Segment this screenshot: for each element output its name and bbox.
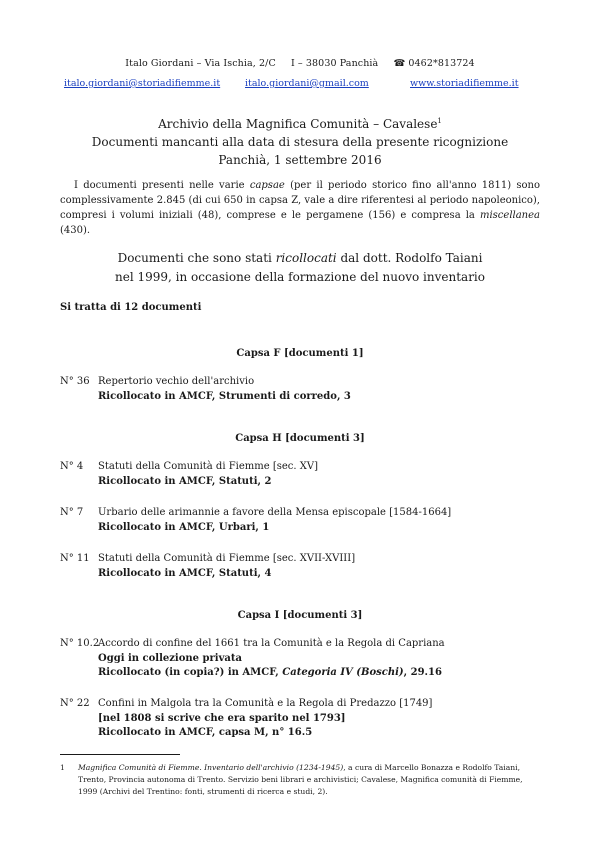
entry-description: Urbario delle arimannie a favore della Mensa episcopale [1584-1664] bbox=[98, 507, 452, 518]
intro-paragraph: I documenti presenti nelle varie capsae (per il periodo storico fino all'anno 1811) sono complessivamente 2.845 (di cui 650 in capsa Z, vale a dire riferentesi al periodo napoleonico), compresi i volumi iniziali (48), comprese e le pergamene (156) e compresa la miscellanea (430). bbox=[60, 180, 541, 236]
email-link-storiadifiemme[interactable]: italo.giordani@storiadifiemme.it bbox=[64, 78, 221, 89]
entry-description: Confini in Malgola tra la Comunità e la Regola di Predazzo [1749] bbox=[98, 698, 433, 709]
title-line-2: Documenti mancanti alla data di stesura della presente ricognizione bbox=[91, 135, 509, 149]
document-title bbox=[0, 112, 600, 169]
document-count: Si tratta di 12 documenti bbox=[60, 302, 202, 313]
phone-icon: ☎ bbox=[393, 58, 406, 69]
email-link-gmail[interactable]: italo.giordani@gmail.com bbox=[245, 78, 369, 89]
entry-number: N° 10.2 bbox=[60, 638, 100, 649]
entry-location: Ricollocato in AMCF, Statuti, 2 bbox=[98, 475, 272, 487]
title-line-1: Archivio della Magnifica Comunità – Cavalese$^1$ bbox=[158, 117, 442, 131]
capsa-f-heading: Capsa F [documenti 1] bbox=[236, 348, 364, 359]
postcode-town: I – 38030 Panchià bbox=[290, 58, 379, 69]
capsa-i-heading: Capsa I [documenti 3] bbox=[237, 610, 363, 621]
author-address: Italo Giordani – Via Ischia, 2/C bbox=[125, 58, 276, 69]
entry-number: N° 22 bbox=[60, 698, 90, 709]
entry-description: Statuti della Comunità di Fiemme [sec. XV] bbox=[98, 461, 318, 472]
entry-location: Ricollocato in AMCF, Urbari, 1 bbox=[98, 521, 270, 533]
phone bbox=[393, 58, 474, 69]
entry-description: Statuti della Comunità di Fiemme [sec. XVII-XVIII] bbox=[98, 553, 356, 564]
section-title-line-1: Documenti che sono stati ricollocati dal dott. Rodolfo Taiani bbox=[117, 251, 483, 265]
phone-number: 0462*813724 bbox=[408, 58, 475, 69]
entry-note: [nel 1808 si scrive che era sparito nel 1793] bbox=[98, 712, 346, 724]
capsa-h-heading: Capsa H [documenti 3] bbox=[235, 433, 365, 444]
entry-number: N° 7 bbox=[60, 507, 84, 518]
footnote-text: Magnifica Comunità di Fiemme. Inventario dell'archivio (1234-1945), a cura di Marcello Bonazza e Rodolfo Taiani, Trento, Provincia autonoma di Trento. Servizio beni librari e archivistici; Cavalese, Magnifica comunità di Fiemme, 1999 (Archivi del Trentino: fonti, strumenti di ricerca e studi, 2). bbox=[78, 763, 523, 796]
entry-description: Accordo di confine del 1661 tra la Comunità e la Regola di Capriana bbox=[98, 638, 445, 649]
entry-location: Ricollocato in AMCF, Strumenti di corredo, 3 bbox=[98, 390, 351, 402]
entry-description: Repertorio vechio dell'archivio bbox=[98, 376, 255, 387]
section-title bbox=[0, 249, 600, 287]
footnote-number: 1 bbox=[60, 763, 65, 772]
entry-location: Ricollocato in AMCF, capsa M, n° 16.5 bbox=[98, 727, 313, 738]
entry-note: Oggi in collezione privata bbox=[98, 652, 242, 664]
website-link[interactable]: www.storiadifiemme.it bbox=[410, 78, 519, 89]
footnote-mark[interactable]: 1 bbox=[437, 117, 442, 125]
entry-number: N° 11 bbox=[60, 553, 90, 564]
title-line-3: Panchià, 1 settembre 2016 bbox=[218, 153, 382, 167]
entry-location: Ricollocato in AMCF, Statuti, 4 bbox=[98, 567, 272, 579]
entry-location: Ricollocato (in copia?) in AMCF, Categoria IV (Boschi), 29.16 bbox=[98, 667, 442, 678]
entry-number: N° 4 bbox=[60, 461, 84, 472]
section-title-line-2: nel 1999, in occasione della formazione del nuovo inventario bbox=[115, 270, 485, 284]
letterhead bbox=[0, 58, 600, 69]
entry-number: N° 36 bbox=[60, 376, 90, 387]
footnote-separator bbox=[60, 754, 180, 755]
